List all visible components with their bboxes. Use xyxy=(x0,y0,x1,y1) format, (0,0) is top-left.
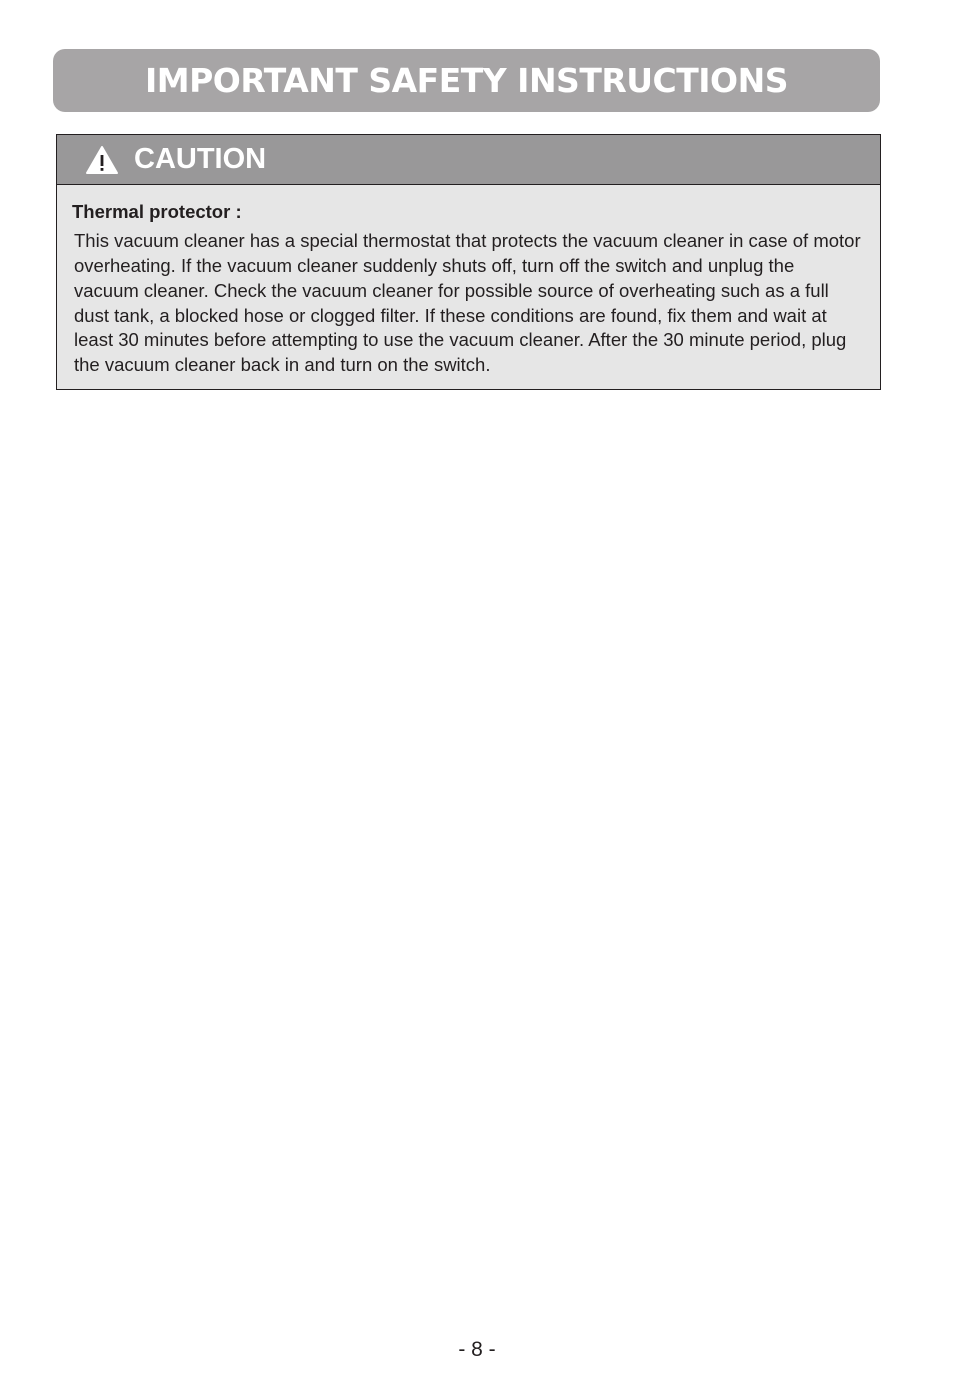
warning-triangle-icon xyxy=(85,145,119,175)
title-banner xyxy=(53,49,880,112)
caution-body xyxy=(57,185,880,378)
caution-label: CAUTION xyxy=(134,143,267,175)
caution-header xyxy=(57,135,880,185)
page-number: - 8 - xyxy=(458,1338,496,1361)
page-title: IMPORTANT SAFETY INSTRUCTIONS xyxy=(144,61,788,100)
section-subheading: Thermal protector : xyxy=(72,201,242,222)
body-paragraph: This vacuum cleaner has a special thermostat that protects the vacuum cleaner in case of motor overheating. If the vacuum cleaner suddenly shuts off, turn off the switch and unplug the vacuum cleaner. Check the vacuum cleaner for possible source of overheating such as a full dust tank, a blocked hose or clogged filter. If these conditions are found, fix them and wait at least 30 minutes before attempting to use the vacuum cleaner. After the 30 minute period, plug the vacuum cleaner back in and turn on the switch. xyxy=(74,230,861,376)
caution-box xyxy=(56,134,881,390)
